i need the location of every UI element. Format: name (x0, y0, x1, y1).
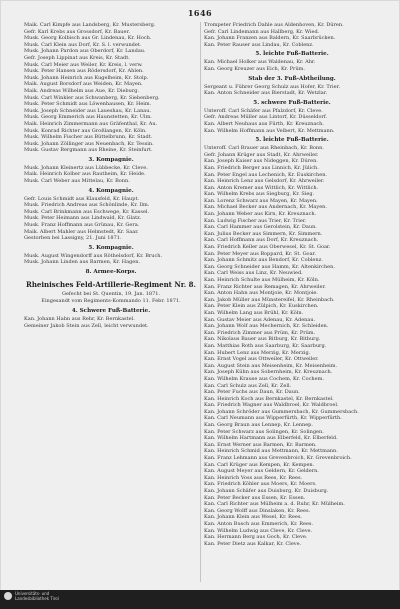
section-heading: 8. Armee-Korps. (85, 269, 137, 275)
roster-line: Musk. Peter Hansen aus Rödersdorf, Kr. Ahlen. (24, 68, 144, 75)
roster-line: Musk. Gustav Bergmann aus Rheine, Kr. Steinfurt. (24, 147, 153, 154)
roster-line: Kan. Friedrich Köhler aus Moers, Kr. Moers. (204, 481, 317, 488)
roster-line: Kan. Peter Meyer aus Boppard, Kr. St. Goar. (204, 250, 316, 257)
roster-line: Kan. Wilhelm Hartmann aus Elberfeld, Kr. Elberfeld. (204, 435, 338, 442)
roster-line: Maik. Heinrich Zimmermann aus Gräfenthal, Kr. Au. (24, 120, 158, 127)
roster-line: Gefr. Joseph Lippinat aus Kreis, Kr. Stadt. (24, 54, 130, 61)
roster-line: Gestorben bei Lassigny, 21. Juni 1871. (24, 235, 122, 242)
roster-line: Musk. Georg Emmerich aus Haunstetten, Kr. Ulm. (24, 114, 152, 121)
roster-line: Kan. August Meyer aus Geldern, Kr. Geldern. (204, 468, 319, 475)
roster-line: Kan. Joseph Kaiser aus Nideggen, Kr. Düren. (204, 158, 318, 165)
roster-line: Kan. Matthias Roth aus Saarburg, Kr. Saarburg. (204, 342, 327, 349)
roster-line: Kan. Albert Neuhaus aus Fürth, Kr. Kreuznach. (204, 120, 324, 127)
roster-line: Maik. August Borsdorf aus Weiden, Kr. Mayen. (24, 81, 143, 88)
roster-line: Musk. Wilhelm Fischer aus Büttelbrunn, Kr. Stadt. (24, 134, 153, 141)
roster-line: Kan. Carl Hoffmann aus Dorf, Kr. Kreuznach. (204, 237, 319, 244)
roster-line: Kan. Anton Hahn aus Montjoie, Kr. Montjoie. (204, 290, 318, 297)
roster-line: Kan. Johann Franzen aus Baldern, Kr. Saarbrücken. (204, 35, 336, 42)
regiment-heading: Rheinisches Feld-Artillerie-Regiment Nr. 8. (26, 280, 196, 289)
roster-line: Kan. Ernst Werner aus Barmen, Kr. Barmen. (204, 441, 317, 448)
roster-line: Kan. Johann Weber aus Kirn, Kr. Kreuznach. (204, 211, 317, 218)
roster-line: Kan. Johann Schröder aus Gummersbach, Kr. Gummersbach. (204, 408, 359, 415)
roster-line: Musk. Johann Linden aus Barmen, Kr. Hagen. (24, 259, 141, 266)
roster-line: Gefr. Carl Lindemann aus Hallberg, Kr. Wied. (204, 28, 320, 35)
roster-line: Kan. Johann Schmitz aus Bendorf, Kr. Coblenz. (204, 257, 323, 264)
roster-line: Kan. Peter Fuchs aus Daun, Kr. Daun. (204, 389, 300, 396)
roster-line: Maik. Albert Mahler aus Helmstedt, Kr. Saar. (24, 228, 139, 235)
right-column (204, 22, 380, 588)
roster-line: Kan. Carl Richter aus Mülheim a. d. Ruhr, Kr. Mülheim. (204, 501, 345, 508)
roster-line: Musk. Georg Kolbisch aus Gr. Lindenau, Kr. Hoch. (24, 35, 152, 42)
roster-line: Kan. Friedrich Zimmer aus Prüm, Kr. Prüm. (204, 329, 316, 336)
roster-line: Kan. Johann Hahn aus Rehr, Kr. Bernkastel. (24, 316, 135, 322)
roster-line: Musk. Franz Hoffmann aus Grünau, Kr. Gera. (24, 222, 140, 229)
roster-line: Kan. Heinrich Lenz aus Gelsdorf, Kr. Ahrweiler. (204, 178, 325, 185)
roster-line: Musk. Johann Kleinertz aus Lübbecke, Kr. Cleve. (24, 164, 148, 171)
roster-line: Musk. Carl Brinkmann aus Eschwege, Kr. Kassel. (24, 208, 150, 215)
roster-line: Musk. Peter Schmidt aus Löwenhausen, Kr. Heim. (24, 101, 152, 108)
roster-line: Musk. Peter Heimann aus Lindwald, Kr. Glatz. (24, 215, 142, 222)
roster-line: Kan. Peter Becker aus Essen, Kr. Essen. (204, 494, 306, 501)
roster-line: Kan. Carl Weiss aus Linz, Kr. Neuwied. (204, 270, 303, 277)
section-heading: Stab der 3. Fuß-Abtheilung. (248, 75, 336, 82)
roster-line: Kan. Heinrich Koch aus Bernkastel, Kr. Bernkastel. (204, 395, 334, 402)
roster-line: Musk. Friedrich Andreas aus Schönlinde, Kr. Ilm. (24, 202, 150, 209)
roster-line: Kan. Ernst Vogel aus Ottweiler, Kr. Ottweiler. (204, 356, 319, 363)
roster-line: Kan. Wilhelm Lang aus Brühl, Kr. Köln. (204, 309, 304, 316)
roster-line: Kan. Franz Lehmann aus Grevenbroich, Kr. Grevenbroich. (204, 455, 352, 462)
roster-line: Kan. Heinrich Schmid aus Mettmann, Kr. Mettmann. (204, 448, 338, 455)
roster-line: Kan. Heinrich Voss aus Rees, Kr. Rees. (204, 474, 303, 481)
roster-line: Kan. Heinrich Schulte aus Mülheim, Kr. Köln. (204, 277, 320, 283)
roster-line: Kan. Johann Schäfer aus Duisburg, Kr. Duisburg. (204, 488, 329, 494)
roster-line: Kan. Carl Schulz aus Zell, Kr. Zell. (204, 382, 292, 389)
roster-line: Kan. Georg Kreuzer aus Eich, Kr. Prüm. (204, 65, 306, 72)
roster-line: Musk. Carl Klein aus Dorf, Kr. S. l. verwundet. (24, 41, 142, 48)
roster-line: Maik. Carl Kimpfe aus Landsberg, Kr. Mustersberg. (24, 22, 156, 28)
column-divider (200, 22, 201, 582)
roster-line: Kan. Carl Neumann aus Wipperfürth, Kr. Wipperfürth. (204, 415, 342, 422)
roster-line: Kan. Gustav Meier aus Adenau, Kr. Adenau. (204, 316, 316, 323)
roster-line: Kan. Wilhelm Ludwig aus Cleve, Kr. Cleve. (204, 527, 313, 534)
section-subline: Eingesandt vom Regiments-Kommando 11. Febr. 1871. (41, 298, 181, 304)
roster-line: Maik. Andreas Wilhelm aus Aue, Kr. Dieburg. (24, 87, 140, 94)
roster-line: Trompeter Friedrich Dahle aus Aldenhoven, Kr. Düren. (204, 22, 344, 28)
roster-line: Kan. Peter Dietz aus Kalkar, Kr. Cleve. (204, 540, 302, 547)
section-heading: 3. Kompagnie. (88, 156, 134, 163)
roster-line: Kan. Carl Krüger aus Kempen, Kr. Kempen. (204, 461, 315, 468)
roster-line: Kan. Georg Braun aus Lennep, Kr. Lennep. (204, 422, 313, 429)
section-heading: 5. Kompagnie. (88, 244, 134, 251)
roster-line: Kan. Friedrich Keller aus Oberwesel, Kr. St. Goar. (204, 244, 331, 251)
roster-line: Kan. Johann Klein aus Wesel, Kr. Rees. (204, 514, 303, 521)
roster-line: Kan. Johann Wolf aus Mechernich, Kr. Schleiden. (204, 323, 329, 330)
roster-line: Kan. Anton Busch aus Emmerich, Kr. Rees. (204, 520, 314, 527)
roster-line: Kan. August Stein aus Meisenheim, Kr. Meisenheim. (204, 362, 338, 369)
roster-line: Kan. Peter Klein aus Zülpich, Kr. Euskirchen. (204, 303, 319, 310)
roster-line: Kan. Peter Rauser aus Lindau, Kr. Coblenz. (204, 41, 314, 48)
roster-line: Kan. Jakob Müller aus Münstereifel, Kr. Rheinbach. (204, 296, 335, 303)
roster-line: Kan. Wilhelm Krause aus Cochem, Kr. Cochem. (204, 375, 324, 382)
roster-line: Kan. Peter Schwarz aus Solingen, Kr. Solingen. (204, 428, 324, 435)
section-heading: 5. leichte Fuß-Batterie. (255, 51, 329, 58)
roster-line: Kan. Julius Becker aus Simmern, Kr. Simmern. (204, 230, 323, 237)
roster-line: Unteroff. Carl Brauer aus Rheinbach, Kr. Bonn. (204, 145, 324, 152)
roster-line: Kan. Hubert Lenz aus Merzig, Kr. Merzig. (204, 349, 311, 356)
section-subline: Gefecht bei St. Quentin, 19. Jan. 1871. (61, 291, 161, 297)
roster-line: Musk. Konrad Richter aus Großlangen, Kr. Köln. (24, 127, 147, 134)
roster-line: Kan. Hermann Berg aus Goch, Kr. Cleve. (204, 534, 308, 541)
library-name-line-1: Universitäts- und (15, 591, 50, 596)
library-name-line-2: Landesbibliothek Tirol (15, 596, 59, 601)
roster-line: Gefr. Andreas Müller aus Lintorf, Kr. Düsseldorf. (204, 114, 328, 121)
section-heading: 4. Schwere Fuß-Batterie. (71, 308, 151, 314)
roster-line: Kan. Michael Becker aus Andernach, Kr. Mayen. (204, 204, 327, 211)
roster-line: Kan. Wilhelm Krebs aus Siegburg, Kr. Sieg. (204, 191, 315, 198)
roster-line: Kan. Anton Schneider aus Bierstadt, Kr. Wetzlar. (204, 90, 328, 97)
roster-line: Gefr. Johann Krüger aus Stadt, Kr. Ahrweiler. (204, 151, 319, 158)
roster-line: Kan. Georg Wolff aus Dinslaken, Kr. Rees. (204, 507, 311, 514)
roster-line: Musk. August Wingendorff aus Röthelsdorf, Kr. Bruch. (24, 252, 163, 259)
roster-line: Musk. Carl Weber aus Mittelau, Kr. Bonn. (24, 178, 130, 185)
roster-line: Kan. Franz Richter aus Remagen, Kr. Ahrweiler. (204, 283, 326, 290)
roster-line: Kan. Friedrich Wagner aus Waldbroel, Kr. Waldbroel. (204, 402, 339, 409)
section-heading: 4. Kompagnie. (88, 187, 134, 194)
roster-line: Kan. Georg Schneider aus Hamm, Kr. Altenkirchen. (204, 263, 335, 270)
roster-line: Musk. Carl Winkler aus Schwanberg, Kr. Siebenberg. (24, 94, 160, 101)
library-logo-icon (4, 592, 12, 600)
roster-line: Kan. Lorenz Schwarz aus Mayen, Kr. Mayen. (204, 197, 318, 204)
roster-line: Musk. Carl Meier aus Weiler, Kr. Kreis, l. verw. (24, 61, 143, 68)
roster-line: Kan. Wilhelm Hoffmann aus Velbert, Kr. Mettmann. (204, 127, 335, 134)
roster-line: Gefr. Louis Schmidt aus Klausfeld, Kr. Haupt. (24, 195, 140, 202)
roster-line: Kan. Michael Holker aus Waldenau, Kr. Ahr. (204, 59, 316, 66)
library-logo-text (15, 591, 135, 601)
left-column (24, 22, 198, 588)
roster-line: Maik. Heinrich Kolber aus Rautheim, Kr. Heide. (24, 171, 146, 178)
roster-line: Kan. Ludwig Fischer aus Trier, Kr. Trier. (204, 217, 307, 224)
roster-line: Gefr. Karl Krebs aus Grossdorf, Kr. Bauer. (24, 28, 130, 35)
roster-line: Kan. Friedrich Berger aus Linnich, Kr. Jülich. (204, 164, 319, 171)
page-number: 1646 (187, 8, 213, 18)
roster-line: Kan. Nikolaus Bauer aus Bitburg, Kr. Bitburg. (204, 336, 321, 343)
section-heading: 5. leichte Fuß-Batterie. (255, 137, 329, 144)
roster-line: Kan. Carl Hammer aus Gerolstein, Kr. Daun. (204, 224, 317, 231)
roster-line: Kan. Peter Engel aus Lechenich, Kr. Euskirchen. (204, 171, 328, 178)
roster-line: Sergeant u. Führer Georg Schulz aus Hofer, Kr. Trier. (204, 83, 341, 90)
roster-line: Kan. Anton Kremer aus Wittlich, Kr. Wittlich. (204, 184, 319, 191)
roster-line: Musk. Johann Pardon aus Oberdorf, Kr. Landau. (24, 48, 146, 55)
roster-line: Kan. Joseph Kühn aus Sobernheim, Kr. Kreuznach. (204, 369, 333, 376)
roster-line: Gemeiner Jakob Stein aus Zell, leicht verwundet. (24, 322, 149, 329)
roster-line: Musk. Johann Heinrich aus Kugelheim, Kr. Stolp. (24, 74, 149, 81)
roster-line: Musk. Johann Zöllinger aus Neuenbach, Kr. Tessin. (24, 140, 154, 147)
roster-line: Unteroff. Carl Schäfer aus Pfalzdorf, Kr. Cleve. (204, 107, 323, 114)
section-heading: 5. schwere Fuß-Batterie. (253, 99, 331, 106)
roster-line: Musk. Joseph Schneider aus Laueshau, Kr. Lanau. (24, 107, 152, 114)
